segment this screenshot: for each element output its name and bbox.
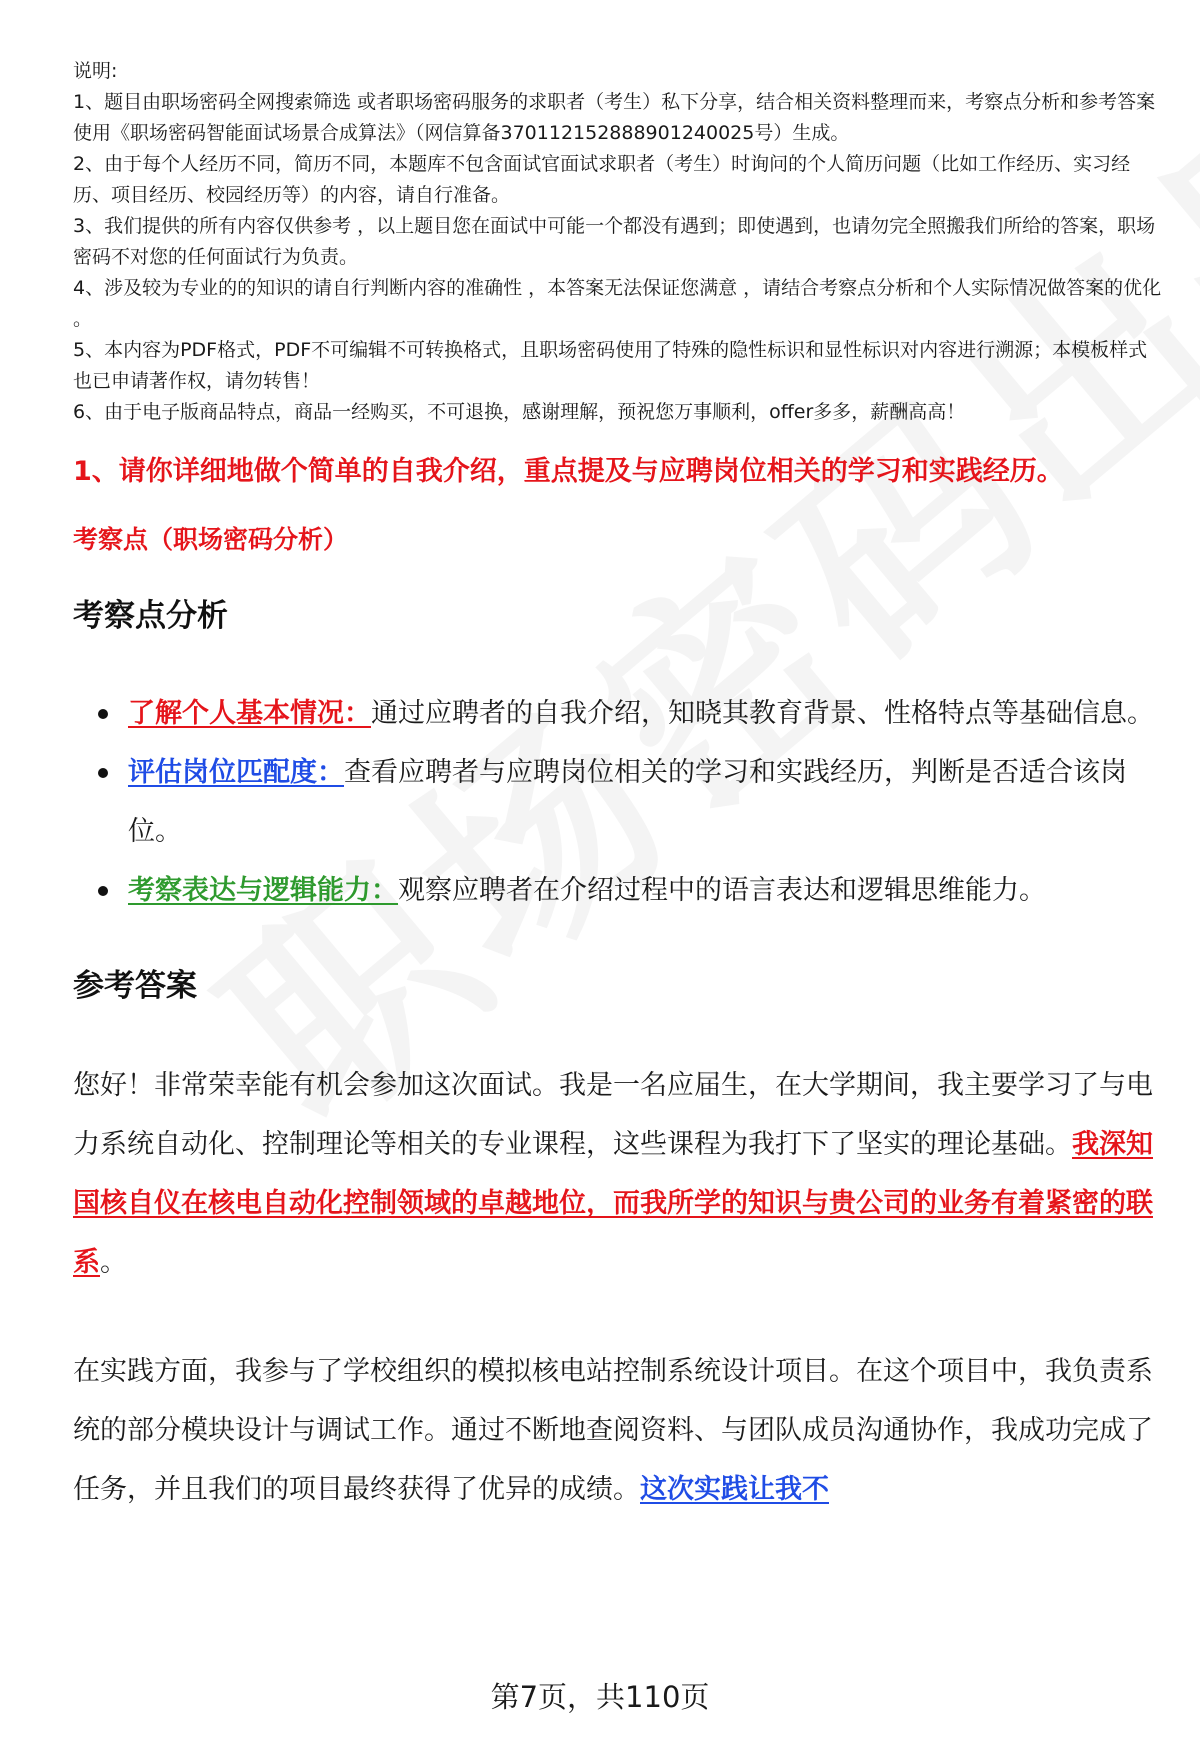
- point-keyword: 考察表达与逻辑能力：: [128, 875, 398, 906]
- answer-paragraph: [73, 1342, 1163, 1519]
- page-content: [73, 56, 1163, 1519]
- note-item: 3、我们提供的所有内容仅供参考 ，以上题目您在面试中可能一个都没有遇到；即使遇到，也请勿完全照搬我们所给的答案，职场密码不对您的任何面试行为负责。: [73, 215, 1156, 268]
- analysis-point: [73, 743, 1163, 861]
- notes-section: [73, 56, 1163, 428]
- point-text: 观察应聘者在介绍过程中的语言表达和逻辑思维能力。: [398, 875, 1046, 906]
- analysis-point: [73, 684, 1163, 743]
- answer-paragraph: [73, 1056, 1163, 1292]
- answer-highlight: 这次实践让我不: [640, 1474, 829, 1505]
- note-item: 5、本内容为PDF格式，PDF不可编辑不可转换格式，且职场密码使用了特殊的隐性标识和显性标识对内容进行溯源；本模板样式也已申请著作权，请勿转售！: [73, 339, 1148, 392]
- point-keyword: 了解个人基本情况：: [128, 698, 371, 729]
- point-keyword: 评估岗位匹配度：: [128, 757, 344, 788]
- page-number: 第7页，共110页: [490, 1680, 710, 1714]
- answer-text: 在实践方面，我参与了学校组织的模拟核电站控制系统设计项目。在这个项目中，我负责系统的部分模块设计与调试工作。通过不断地查阅资料、与团队成员沟通协作，我成功完成了任务，并且我们的项目最终获得了优异的成绩。: [73, 1356, 1153, 1505]
- analysis-heading: 考察点分析: [73, 598, 228, 634]
- answer-text: 您好！非常荣幸能有机会参加这次面试。我是一名应届生，在大学期间，我主要学习了与电力系统自动化、控制理论等相关的专业课程，这些课程为我打下了坚实的理论基础。: [73, 1070, 1153, 1160]
- notes-heading: 说明:: [73, 60, 118, 82]
- note-item: 4、涉及较为专业的的知识的请自行判断内容的准确性 ，本答案无法保证您满意 ，请结合考察点分析和个人实际情况做答案的优化 。: [73, 277, 1162, 330]
- note-item: 2、由于每个人经历不同，简历不同，本题库不包含面试官面试求职者（考生）时询问的个人简历问题（比如工作经历、实习经历、项目经历、校园经历等）的内容，请自行准备。: [73, 153, 1131, 206]
- note-item: 6、由于电子版商品特点，商品一经购买，不可退换，感谢理解，预祝您万事顺利，offer多多，薪酬高高！: [73, 401, 966, 423]
- note-item: 1、题目由职场密码全网搜索筛选 或者职场密码服务的求职者（考生）私下分享，结合相关资料整理而来，考察点分析和参考答案使用《职场密码智能面试场景合成算法》（网信算备370112152888901240025号）生成。: [73, 91, 1156, 144]
- analysis-points: [73, 684, 1163, 920]
- answer-highlight: 我深知国核自仪在核电自动化控制领域的卓越地位，而我所学的知识与贵公司的业务有着紧密的联系: [73, 1129, 1153, 1278]
- analysis-subheading: 考察点（职场密码分析）: [73, 525, 349, 554]
- answer-heading: 参考答案: [73, 968, 197, 1004]
- question-title: 1、请你详细地做个简单的自我介绍，重点提及与应聘岗位相关的学习和实践经历。: [73, 456, 1064, 487]
- analysis-point: [73, 861, 1163, 920]
- point-text: 查看应聘者与应聘岗位相关的学习和实践经历，判断是否适合该岗位。: [128, 757, 1127, 847]
- answer-text-end: 。: [100, 1247, 127, 1278]
- point-text: 通过应聘者的自我介绍，知晓其教育背景、性格特点等基础信息。: [371, 698, 1154, 729]
